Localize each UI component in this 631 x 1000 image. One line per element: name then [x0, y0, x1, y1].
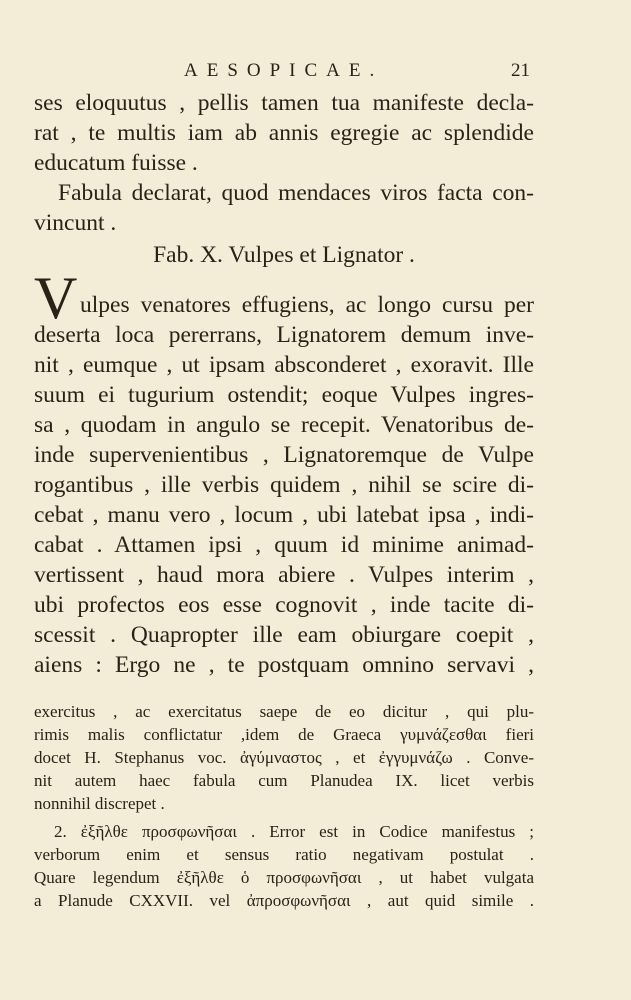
text-line: sa , quodam in angulo se recepit. Venatoribus de- — [34, 412, 534, 438]
text-line: cabat . Attamen ipsi , quum id minime animad- — [34, 532, 534, 558]
footnote-line: 2. ἐξῆλθε προσφωνῆσαι . Error est in Codice manifestus ; — [54, 822, 534, 841]
text-line: deserta loca pererrans, Lignatorem demum inve- — [34, 322, 534, 348]
footnote-line: rimis malis conflictatur ,idem de Graeca γυμνάζεσθαι fieri — [34, 725, 534, 744]
text-line: inde supervenientibus , Lignatoremque de Vulpe — [34, 442, 534, 468]
page-number: 21 — [511, 60, 530, 81]
text-line: cebat , manu vero , locum , ubi latebat ipsa , indi- — [34, 502, 534, 528]
footnote-line: a Planude CXXVII. vel ἀπροσφωνῆσαι , aut quid simile . — [34, 891, 534, 910]
drop-capital: V — [34, 265, 78, 331]
text-line: ubi profectos eos esse cognovit , inde tacite di- — [34, 592, 534, 618]
footnote-line: exercitus , ac exercitatus saepe de eo dicitur , qui plu- — [34, 702, 534, 721]
footnote-line: Quare legendum ἐξῆλθε ὁ προσφωνῆσαι , ut habet vulgata — [34, 868, 534, 887]
text-line: vertissent , haud mora abiere . Vulpes interim , — [34, 562, 534, 588]
fable-title: Fab. X. Vulpes et Lignator . — [153, 242, 415, 268]
footnote-line: nit autem haec fabula cum Planudea IX. licet verbis — [34, 771, 534, 790]
footnote-line: nonnihil discrepet . — [34, 794, 165, 813]
text-line: educatum fuisse . — [34, 150, 198, 176]
text-line: Fabula declarat, quod mendaces viros facta con- — [58, 180, 534, 206]
text-line: scessit . Quapropter ille eam obiurgare coepit , — [34, 622, 534, 648]
text-line: nit , eumque , ut ipsam absconderet , exoravit. Ille — [34, 352, 534, 378]
text-line: vincunt . — [34, 210, 117, 236]
text-line: ulpes venatores effugiens, ac longo cursu per — [80, 292, 534, 318]
text-line: suum ei tugurium ostendit; eoque Vulpes ingres- — [34, 382, 534, 408]
footnote-line: verborum enim et sensus ratio negativam postulat . — [34, 845, 534, 864]
text-line: rat , te multis iam ab annis egregie ac splendide — [34, 120, 534, 146]
text-line: rogantibus , ille verbis quidem , nihil se scire di- — [34, 472, 534, 498]
text-line: ses eloquutus , pellis tamen tua manifeste decla- — [34, 90, 534, 116]
text-line: aiens : Ergo ne , te postquam omnino servavi , — [34, 652, 534, 678]
running-title: AESOPICAE. — [184, 60, 384, 81]
footnote-line: docet H. Stephanus voc. ἀγύμναστος , et ἐγγυμνάζω . Conve- — [34, 748, 534, 767]
page-header — [34, 60, 530, 86]
